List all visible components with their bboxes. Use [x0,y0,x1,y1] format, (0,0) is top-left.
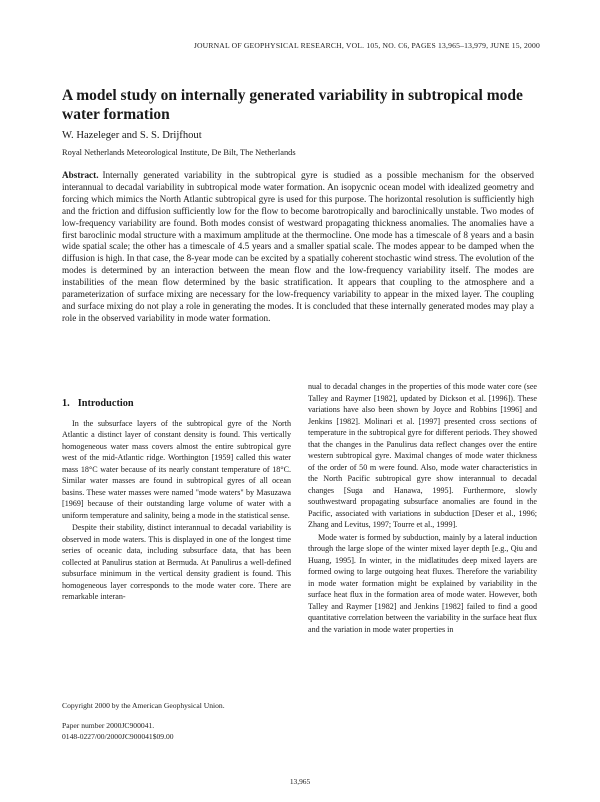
section-number: 1. [62,398,70,409]
abstract-text: Internally generated variability in the subtropical gyre is studied as a possible mechanism for the observed interannual to decadal variability in subtropical mode water formation. An isopycnic ocean model with idealized geometry and forcing which mimics the North Atlantic subtropical gyre is used for this purpose. The horizontal resolution is sufficiently high and the friction and diffusion sufficiently low for the flow to become barotropically and baroclinically unstable. Two modes of low-frequency variability are found. Both modes consist of westward propagating thickness anomalies. The anomalies have a first baroclinic modal structure with a maximum amplitude at the thermocline. One mode has a timescale of 8 years and a basin wide spatial scale; the other has a timescale of 4.5 years and a smaller spatial scale. The modes appear to be damped when the diffusion is high. In that case, the 8-year mode can be excited by a spatially coherent stochastic wind stress. The evolution of the modes is determined by an interaction between the mean flow and the low-frequency variability itself. The modes are instabilities of the mean flow determined by the basic stratification. It appears that coupling to the atmosphere and a parameterization of surface mixing are necessary for the low-frequency variability to appear in the mixed layer. The coupling and surface mixing do not play a role in generating the modes. It is concluded that these internally generated modes may play a role in the observed variability in mode water formation. [62,170,534,323]
copyright-block [62,700,291,742]
paper-title: A model study on internally generated variability in subtropical mode water formation [62,87,523,123]
journal-running-header: JOURNAL OF GEOPHYSICAL RESEARCH, VOL. 105, NO. C6, PAGES 13,965–13,979, JUNE 15, 2000 [193,41,540,50]
body-paragraph: nual to decadal changes in the properties of this mode water core (see Talley and Raymer [1982], updated by Dickson et al. [1996]). These variations have also been shown by Joyce and Robbins [1996] and Jenkins [1982]. Molinari et al. [1997] presented cross sections of temperature in the subtropical gyre for different periods. They showed that the changes in the Panulirus data reflect changes over the entire western subtropical gyre. Maximal changes of mode water thickness of the order of 50 m were found. Also, mode water characteristics in the North Pacific subtropical gyre show interannual to decadal changes [Suga and Hanawa, 1995]. Furthermore, slowly southwestward propagating subsurface anomalies are found in the Pacific, associated with variations in subduction [Deser et al., 1996; Zhang and Levitus, 1997; Tourre et al., 1999]. [308,382,537,529]
body-column-right [308,381,537,636]
body-paragraph: Mode water is formed by subduction, mainly by a lateral induction through the large slope of the winter mixed layer depth [e.g., Qiu and Huang, 1995]. In winter, in the midlatitudes deep mixed layers are formed owing to large outgoing heat fluxes. Therefore the variability in mode water formation might be explained by variability in the surface heat flux in the formation area of mode water. However, both Talley and Raymer [1982] and Jenkins [1982] failed to find a good quantitative correlation between the variability in the surface heat flux and the variation in mode water properties in [308,532,537,634]
page-number: 13,965 [289,777,311,786]
issn-code: 0148-0227/00/2000JC900041$09.00 [62,732,174,741]
body-paragraph: In the subsurface layers of the subtropical gyre of the North Atlantic a distinct layer of constant density is found. This vertically homogeneous water mass covers almost the entire subtropical gyre west of the mid-Atlantic ridge. Worthington [1959] called this water mass 18°C water because of its nearly constant temperature of 18°C. Similar water masses are found in subtropical gyres of all ocean basins. These water masses were named "mode waters" by Masuzawa [1969] because of their outstanding large volume of water with a uniform temperature and salinity, being a mode in the statistical sense. [62,418,291,520]
copyright-notice: Copyright 2000 by the American Geophysical Union. [62,701,225,710]
author-list: W. Hazeleger and S. S. Drijfhout [62,130,202,141]
abstract [62,170,534,325]
section-heading-introduction [62,398,291,410]
abstract-label: Abstract. [62,170,99,180]
paper-number: Paper number 2000JC900041. [62,721,155,730]
body-column-left [62,398,291,604]
body-paragraph: Despite their stability, distinct interannual to decadal variability is observed in mode waters. This is displayed in one of the longest time series of oceanic data, including subsurface data, that has been collected at Panulirus station at Bermuda. At Panulirus a well-defined subsurface minimum in the vertical density gradient is found. This homogeneous layer corresponds to the mode water core. There are remarkable interan- [62,523,291,601]
author-affiliation: Royal Netherlands Meteorological Institute, De Bilt, The Netherlands [62,148,296,157]
section-title: Introduction [77,398,134,409]
